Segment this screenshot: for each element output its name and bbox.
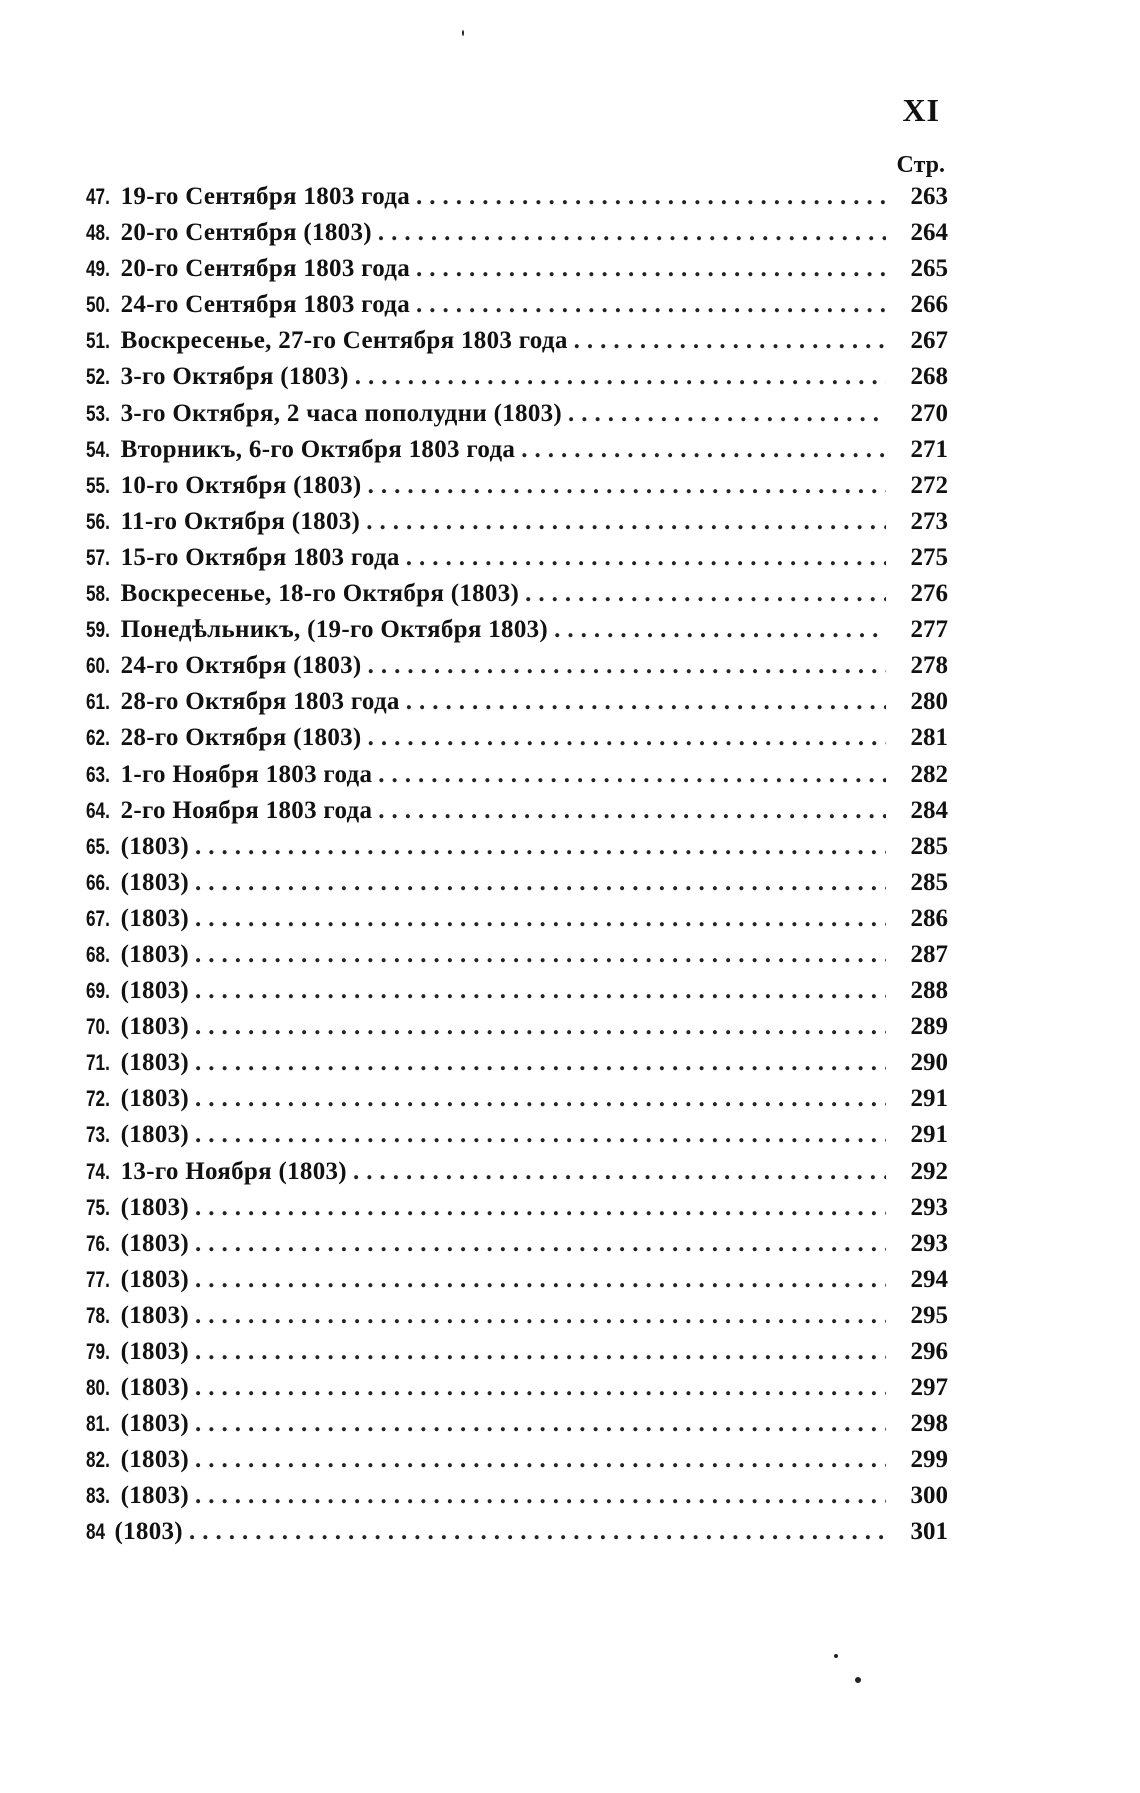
dot-leader (416, 183, 886, 211)
entry-title: 2-го Ноября 1803 года (120, 796, 373, 824)
entry-page-number: 291 (910, 1085, 948, 1113)
toc-entry (86, 508, 948, 544)
toc-entry (86, 797, 948, 833)
entry-title: (1803) (120, 904, 190, 932)
entry-number: 67. (86, 905, 110, 931)
entry-title: (1803) (120, 1482, 190, 1510)
entry-page-number: 286 (910, 904, 948, 932)
entry-title: (1803) (120, 1446, 190, 1474)
entry-page-number: 285 (910, 868, 948, 896)
entry-number: 58. (86, 581, 110, 607)
toc-entry (86, 219, 948, 255)
table-of-contents (86, 183, 948, 1555)
toc-entry (86, 1410, 948, 1446)
entry-number: 73. (86, 1122, 110, 1148)
entry-title: 19-го Сентября 1803 года (120, 183, 411, 210)
entry-number: 49. (86, 256, 110, 282)
entry-title: (1803) (120, 1085, 190, 1113)
dot-leader (195, 977, 886, 1005)
entry-title: (1803) (120, 1121, 190, 1149)
entry-number: 56. (86, 508, 110, 534)
dot-leader (195, 1194, 886, 1222)
toc-entry (86, 472, 948, 508)
toc-entry (86, 869, 948, 905)
dot-leader (189, 1518, 886, 1546)
entry-page-number: 264 (910, 219, 948, 247)
toc-entry (86, 1013, 948, 1049)
entry-title: (1803) (120, 1410, 190, 1438)
toc-entry (86, 400, 948, 436)
entry-number: 59. (86, 617, 110, 643)
toc-entry (86, 327, 948, 363)
entry-page-number: 273 (910, 507, 948, 535)
entry-page-number: 293 (910, 1229, 948, 1257)
entry-page-number: 288 (910, 977, 948, 1005)
entry-number: 79. (86, 1339, 110, 1364)
entry-title: (1803) (120, 1013, 190, 1041)
scan-speck (462, 30, 464, 36)
toc-entry (86, 291, 948, 327)
toc-entry (86, 616, 948, 652)
dot-leader (568, 400, 886, 428)
entry-number: 50. (86, 292, 110, 318)
toc-entry (86, 941, 948, 977)
dot-leader (195, 1410, 886, 1438)
entry-number: 84 (86, 1519, 106, 1545)
entry-number: 60. (86, 653, 110, 679)
dot-leader (195, 1085, 886, 1113)
entry-page-number: 272 (910, 471, 948, 499)
entry-page-number: 287 (910, 940, 948, 968)
entry-page-number: 300 (910, 1482, 948, 1510)
toc-entry (86, 1302, 948, 1338)
dot-leader (195, 1013, 886, 1041)
dot-leader (368, 472, 886, 500)
entry-title: 28-го Октября 1803 года (120, 688, 400, 716)
entry-title: 11-го Октября (1803) (120, 507, 361, 535)
toc-entry (86, 1338, 948, 1374)
entry-page-number: 293 (910, 1193, 948, 1221)
entry-page-number: 291 (910, 1121, 948, 1149)
dot-leader (368, 652, 886, 680)
entry-title: 3-го Октября, 2 часа пополудни (1803) (120, 399, 563, 427)
entry-number: 72. (86, 1086, 110, 1112)
entry-title: 20-го Сентября 1803 года (120, 255, 411, 283)
toc-entry (86, 544, 948, 580)
entry-page-number: 278 (910, 652, 948, 680)
entry-title: (1803) (114, 1518, 183, 1546)
entry-page-number: 299 (910, 1446, 948, 1474)
toc-entry (86, 905, 948, 941)
toc-entry (86, 363, 948, 399)
entry-page-number: 266 (910, 291, 948, 319)
entry-title: (1803) (120, 940, 190, 968)
entry-page-number: 292 (910, 1157, 948, 1185)
dot-leader (195, 1230, 886, 1258)
entry-number: 78. (86, 1302, 110, 1328)
entry-number: 70. (86, 1014, 110, 1040)
dot-leader (525, 580, 886, 608)
toc-entry (86, 1518, 948, 1554)
entry-page-number: 298 (910, 1410, 948, 1438)
entry-number: 55. (86, 472, 110, 498)
entry-page-number: 295 (910, 1301, 948, 1329)
entry-title: 24-го Сентября 1803 года (120, 291, 411, 319)
entry-page-number: 271 (910, 435, 948, 463)
entry-page-number: 263 (910, 183, 948, 210)
entry-page-number: 276 (910, 580, 948, 608)
toc-entry (86, 183, 948, 219)
dot-leader (554, 616, 886, 644)
dot-leader (521, 436, 886, 464)
dot-leader (195, 1446, 886, 1474)
entry-number: 83. (86, 1483, 110, 1509)
toc-entry (86, 761, 948, 797)
entry-number: 57. (86, 544, 110, 570)
entry-page-number: 275 (910, 543, 948, 571)
dot-leader (378, 761, 886, 789)
dot-leader (195, 1374, 886, 1402)
dot-leader (574, 327, 886, 355)
entry-number: 71. (86, 1050, 110, 1076)
entry-page-number: 282 (910, 760, 948, 788)
toc-entry (86, 1194, 948, 1230)
toc-entry (86, 688, 948, 724)
toc-entry (86, 1121, 948, 1157)
entry-title: (1803) (120, 1301, 190, 1329)
entry-page-number: 281 (910, 724, 948, 752)
entry-number: 51. (86, 328, 110, 354)
entry-page-number: 290 (910, 1049, 948, 1077)
entry-page-number: 285 (910, 832, 948, 860)
dot-leader (195, 1121, 886, 1149)
entry-number: 63. (86, 761, 110, 787)
entry-number: 64. (86, 797, 110, 823)
dot-leader (366, 508, 886, 536)
entry-title: 28-го Октября (1803) (120, 724, 362, 752)
scan-speck (834, 1654, 838, 1658)
entry-number: 62. (86, 725, 110, 751)
entry-page-number: 284 (910, 796, 948, 824)
toc-entry (86, 580, 948, 616)
dot-leader (368, 724, 886, 752)
toc-entry (86, 436, 948, 472)
entry-title: 1-го Ноября 1803 года (120, 760, 373, 788)
toc-entry (86, 833, 948, 869)
entry-number: 81. (86, 1411, 110, 1437)
entry-page-number: 297 (910, 1374, 948, 1402)
dot-leader (195, 905, 886, 933)
dot-leader (195, 1266, 886, 1294)
dot-leader (195, 833, 886, 861)
entry-number: 53. (86, 400, 110, 426)
dot-leader (353, 1158, 886, 1186)
dot-leader (378, 219, 886, 247)
page-number: XI (902, 92, 940, 128)
entry-title: Понедѣльникъ, (19-го Октября 1803) (120, 616, 549, 644)
dot-leader (406, 544, 886, 572)
dot-leader (355, 363, 886, 391)
entry-title: 24-го Октября (1803) (120, 652, 362, 680)
entry-title: (1803) (120, 1338, 190, 1365)
entry-page-number: 267 (910, 327, 948, 355)
entry-title: (1803) (120, 977, 190, 1005)
entry-title: Вторникъ, 6-го Октября 1803 года (120, 435, 516, 463)
entry-title: (1803) (120, 868, 190, 896)
entry-number: 80. (86, 1375, 110, 1401)
dot-leader (195, 1482, 886, 1510)
entry-title: (1803) (120, 832, 190, 860)
entry-page-number: 289 (910, 1013, 948, 1041)
dot-leader (195, 1302, 886, 1330)
page-column-header: Стр. (896, 152, 945, 178)
toc-entry (86, 255, 948, 291)
toc-entry (86, 652, 948, 688)
entry-page-number: 280 (910, 688, 948, 716)
entry-page-number: 268 (910, 363, 948, 391)
entry-page-number: 296 (910, 1338, 948, 1365)
entry-number: 65. (86, 833, 110, 859)
dot-leader (195, 869, 886, 897)
entry-title: (1803) (120, 1193, 190, 1221)
entry-title: (1803) (120, 1049, 190, 1077)
toc-entry (86, 1446, 948, 1482)
entry-number: 76. (86, 1230, 110, 1256)
entry-title: 3-го Октября (1803) (120, 363, 349, 391)
toc-entry (86, 1230, 948, 1266)
dot-leader (195, 941, 886, 969)
entry-number: 82. (86, 1447, 110, 1473)
toc-entry (86, 1374, 948, 1410)
entry-number: 74. (86, 1158, 110, 1184)
entry-number: 54. (86, 436, 110, 462)
toc-entry (86, 1482, 948, 1518)
entry-title: (1803) (120, 1265, 190, 1293)
entry-title: Воскресенье, 27-го Сентября 1803 года (120, 327, 568, 355)
toc-entry (86, 977, 948, 1013)
dot-leader (378, 797, 886, 825)
entry-page-number: 270 (910, 399, 948, 427)
entry-number: 75. (86, 1194, 110, 1220)
entry-page-number: 301 (910, 1518, 948, 1546)
entry-page-number: 294 (910, 1265, 948, 1293)
toc-entry (86, 724, 948, 760)
entry-number: 77. (86, 1266, 110, 1292)
entry-number: 68. (86, 941, 110, 967)
entry-title: 10-го Октября (1803) (120, 471, 362, 499)
dot-leader (195, 1049, 886, 1077)
entry-title: 13-го Ноября (1803) (120, 1157, 347, 1185)
entry-page-number: 265 (910, 255, 948, 283)
entry-number: 52. (86, 364, 110, 390)
entry-number: 69. (86, 978, 110, 1004)
dot-leader (416, 255, 886, 283)
entry-title: (1803) (120, 1374, 190, 1402)
entry-title: Воскресенье, 18-го Октября (1803) (120, 580, 520, 608)
entry-number: 48. (86, 220, 110, 246)
toc-entry (86, 1158, 948, 1194)
entry-number: 47. (86, 184, 110, 209)
dot-leader (406, 688, 886, 716)
dot-leader (416, 291, 886, 319)
entry-number: 61. (86, 689, 110, 715)
toc-entry (86, 1266, 948, 1302)
entry-page-number: 277 (910, 616, 948, 644)
entry-number: 66. (86, 869, 110, 895)
dot-leader (195, 1338, 886, 1366)
entry-title: 20-го Сентября (1803) (120, 219, 372, 247)
entry-title: (1803) (120, 1229, 190, 1257)
toc-entry (86, 1085, 948, 1121)
toc-entry (86, 1049, 948, 1085)
scan-speck (855, 1677, 861, 1683)
entry-title: 15-го Октября 1803 года (120, 543, 400, 571)
